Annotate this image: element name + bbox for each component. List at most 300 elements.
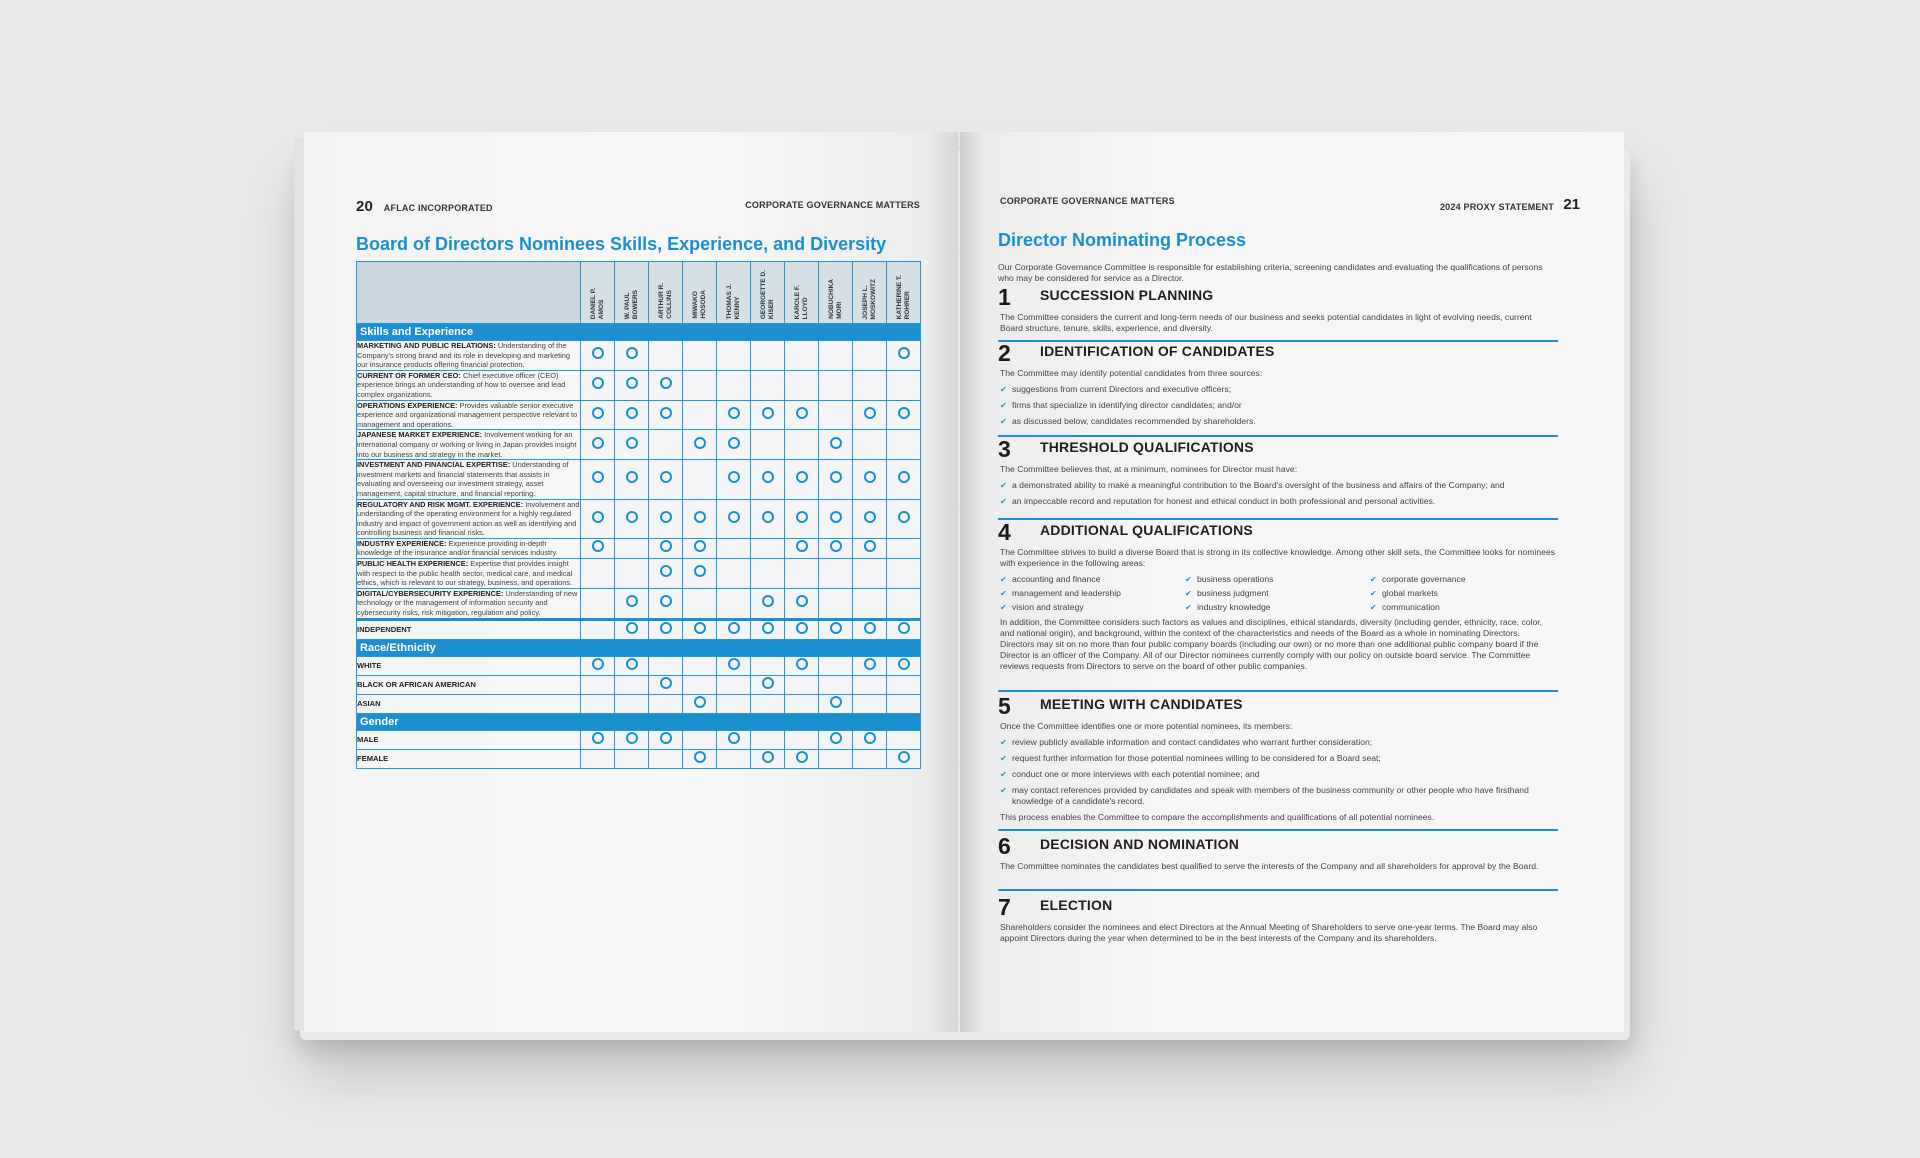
bullet-item: ✔ accounting and finance bbox=[1000, 574, 1185, 585]
circle-marker-icon bbox=[728, 622, 740, 634]
matrix-cell bbox=[819, 370, 853, 400]
circle-marker-icon bbox=[898, 658, 910, 670]
circle-marker-icon bbox=[830, 437, 842, 449]
circle-marker-icon bbox=[626, 658, 638, 670]
attribute-label: FEMALE bbox=[357, 749, 581, 768]
matrix-cell bbox=[819, 749, 853, 768]
matrix-cell bbox=[683, 499, 717, 538]
circle-marker-icon bbox=[626, 407, 638, 419]
skill-row bbox=[357, 370, 921, 400]
circle-marker-icon bbox=[694, 622, 706, 634]
matrix-cell bbox=[649, 538, 683, 558]
step-text: Once the Committee identifies one or more potential nominees, its members: bbox=[1000, 721, 1293, 731]
circle-marker-icon bbox=[762, 751, 774, 763]
right-page-number: 21 bbox=[1563, 196, 1580, 213]
circle-marker-icon bbox=[796, 751, 808, 763]
matrix-cell bbox=[581, 341, 615, 371]
matrix-cell bbox=[785, 619, 819, 639]
nominee-name: NOBUCHIKA MORI bbox=[827, 279, 843, 319]
matrix-cell bbox=[683, 749, 717, 768]
skill-row bbox=[357, 430, 921, 460]
bullet-item: ✔ industry knowledge bbox=[1185, 602, 1370, 613]
header-corner bbox=[357, 262, 581, 324]
circle-marker-icon bbox=[626, 471, 638, 483]
matrix-cell bbox=[717, 730, 751, 749]
skill-name: JAPANESE MARKET EXPERIENCE: bbox=[357, 430, 483, 440]
matrix-cell bbox=[649, 694, 683, 713]
matrix-cell bbox=[683, 730, 717, 749]
step-body bbox=[1000, 368, 1556, 427]
matrix-cell bbox=[717, 588, 751, 619]
circle-marker-icon bbox=[728, 511, 740, 523]
skill-row bbox=[357, 499, 921, 538]
matrix-cell bbox=[683, 430, 717, 460]
matrix-cell bbox=[717, 656, 751, 675]
step-title: MEETING WITH CANDIDATES bbox=[1040, 696, 1243, 712]
skill-text: Expertise that provides insight with respect to the public health sector, medical care, and medical ethics, which is relevant to our strategy, business, and operations. bbox=[357, 559, 573, 588]
circle-marker-icon bbox=[592, 347, 604, 359]
matrix-cell bbox=[649, 588, 683, 619]
circle-marker-icon bbox=[762, 407, 774, 419]
matrix-cell bbox=[887, 675, 921, 694]
bullet-item: ✔ communication bbox=[1370, 602, 1555, 613]
matrix-cell bbox=[819, 499, 853, 538]
matrix-cell bbox=[785, 694, 819, 713]
nominee-header bbox=[581, 262, 615, 324]
step-divider bbox=[998, 690, 1558, 692]
matrix-cell bbox=[615, 460, 649, 499]
matrix-cell bbox=[785, 749, 819, 768]
step-text: Shareholders consider the nominees and elect Directors at the Annual Meeting of Shareholders to serve one-year terms. The Board may also appoint Directors during the year when determined to be in the best interests of the Company and its shareholders. bbox=[1000, 922, 1538, 943]
matrix-cell bbox=[785, 538, 819, 558]
matrix-cell bbox=[615, 499, 649, 538]
matrix-body bbox=[357, 324, 921, 769]
bullet-item: ✔ business judgment bbox=[1185, 588, 1370, 599]
circle-marker-icon bbox=[864, 407, 876, 419]
matrix-cell bbox=[887, 341, 921, 371]
bullet-item: ✔ vision and strategy bbox=[1000, 602, 1185, 613]
matrix-cell bbox=[581, 694, 615, 713]
matrix-cell bbox=[785, 675, 819, 694]
circle-marker-icon bbox=[864, 622, 876, 634]
matrix-cell bbox=[751, 559, 785, 589]
matrix-cell bbox=[581, 499, 615, 538]
attribute-row bbox=[357, 675, 921, 694]
matrix-cell bbox=[853, 370, 887, 400]
step-number: 4 bbox=[998, 519, 1011, 545]
circle-marker-icon bbox=[626, 511, 638, 523]
step-body bbox=[1000, 547, 1556, 672]
matrix-cell bbox=[683, 341, 717, 371]
circle-marker-icon bbox=[762, 677, 774, 689]
matrix-cell bbox=[887, 499, 921, 538]
matrix-cell bbox=[853, 400, 887, 430]
circle-marker-icon bbox=[898, 347, 910, 359]
circle-marker-icon bbox=[796, 622, 808, 634]
section-header-row bbox=[357, 713, 921, 730]
matrix-cell bbox=[717, 499, 751, 538]
circle-marker-icon bbox=[694, 511, 706, 523]
nominee-header bbox=[853, 262, 887, 324]
step-divider bbox=[998, 829, 1558, 831]
matrix-cell bbox=[717, 341, 751, 371]
nominee-name: ARTHUR R. COLLINS bbox=[657, 283, 673, 319]
matrix-cell bbox=[615, 749, 649, 768]
matrix-cell bbox=[615, 730, 649, 749]
nominee-name: THOMAS J. KENNY bbox=[725, 283, 741, 319]
circle-marker-icon bbox=[728, 658, 740, 670]
matrix-cell bbox=[785, 656, 819, 675]
nominee-header bbox=[785, 262, 819, 324]
skill-name: MARKETING AND PUBLIC RELATIONS: bbox=[357, 341, 496, 350]
bullet-item: ✔ corporate governance bbox=[1370, 574, 1555, 585]
matrix-title: Board of Directors Nominees Skills, Experience, and Diversity bbox=[356, 234, 887, 254]
matrix-cell bbox=[581, 538, 615, 558]
matrix-cell bbox=[615, 341, 649, 371]
matrix-cell bbox=[887, 588, 921, 619]
step-text: The Committee strives to build a diverse Board that is strong in its collective knowledge. Among other skill sets, the Committee looks for nominees with experience in the following areas: bbox=[1000, 547, 1556, 568]
skill-row bbox=[357, 588, 921, 619]
step-divider bbox=[998, 435, 1558, 437]
process-title: Director Nominating Process bbox=[998, 230, 1247, 250]
nominee-header bbox=[819, 262, 853, 324]
matrix-cell bbox=[751, 341, 785, 371]
step-text: The Committee considers the current and long-term needs of our business and seeks potential candidates in light of evolving needs, current Board structure, tenure, skills, experience, and diversity. bbox=[1000, 312, 1532, 333]
circle-marker-icon bbox=[898, 471, 910, 483]
matrix-cell bbox=[649, 749, 683, 768]
skill-row bbox=[357, 400, 921, 430]
matrix-cell bbox=[615, 619, 649, 639]
left-header-company: AFLAC INCORPORATED bbox=[383, 203, 493, 213]
circle-marker-icon bbox=[626, 622, 638, 634]
circle-marker-icon bbox=[626, 377, 638, 389]
matrix-cell bbox=[853, 499, 887, 538]
matrix-cell bbox=[887, 749, 921, 768]
skill-description bbox=[357, 559, 581, 589]
matrix-cell bbox=[853, 749, 887, 768]
section-header-row bbox=[357, 324, 921, 341]
step-number: 1 bbox=[998, 284, 1011, 310]
matrix-cell bbox=[683, 694, 717, 713]
attribute-row bbox=[357, 694, 921, 713]
circle-marker-icon bbox=[796, 407, 808, 419]
skill-description bbox=[357, 588, 581, 619]
circle-marker-icon bbox=[592, 658, 604, 670]
circle-marker-icon bbox=[694, 565, 706, 577]
circle-marker-icon bbox=[626, 437, 638, 449]
circle-marker-icon bbox=[660, 595, 672, 607]
nominee-name: DANIEL P. AMOS bbox=[589, 287, 605, 319]
skill-name: CURRENT OR FORMER CEO: bbox=[357, 370, 461, 380]
matrix-cell bbox=[887, 730, 921, 749]
circle-marker-icon bbox=[864, 732, 876, 744]
bullet-item: ✔ an impeccable record and reputation for honest and ethical conduct in both professional and personal activities. bbox=[1000, 496, 1556, 507]
circle-marker-icon bbox=[592, 437, 604, 449]
circle-marker-icon bbox=[762, 595, 774, 607]
matrix-cell bbox=[751, 675, 785, 694]
circle-marker-icon bbox=[694, 751, 706, 763]
skill-description bbox=[357, 538, 581, 558]
step-body bbox=[1000, 464, 1556, 507]
attribute-row bbox=[357, 619, 921, 639]
matrix-cell bbox=[785, 400, 819, 430]
matrix-cell bbox=[615, 588, 649, 619]
circle-marker-icon bbox=[898, 751, 910, 763]
step-number: 5 bbox=[998, 693, 1011, 719]
matrix-cell bbox=[887, 619, 921, 639]
circle-marker-icon bbox=[592, 407, 604, 419]
matrix-cell bbox=[717, 749, 751, 768]
circle-marker-icon bbox=[728, 407, 740, 419]
circle-marker-icon bbox=[660, 622, 672, 634]
matrix-cell bbox=[649, 675, 683, 694]
skills-matrix-table bbox=[356, 261, 921, 769]
matrix-cell bbox=[887, 694, 921, 713]
matrix-cell bbox=[751, 460, 785, 499]
matrix-cell bbox=[683, 675, 717, 694]
attribute-label: ASIAN bbox=[357, 694, 581, 713]
matrix-cell bbox=[649, 656, 683, 675]
nominee-header bbox=[649, 262, 683, 324]
matrix-cell bbox=[649, 619, 683, 639]
matrix-cell bbox=[751, 588, 785, 619]
matrix-cell bbox=[819, 588, 853, 619]
matrix-cell bbox=[785, 730, 819, 749]
bullet-item: ✔ business operations bbox=[1185, 574, 1370, 585]
skill-row bbox=[357, 538, 921, 558]
matrix-cell bbox=[853, 619, 887, 639]
matrix-cell bbox=[615, 430, 649, 460]
matrix-cell bbox=[819, 538, 853, 558]
matrix-cell bbox=[887, 370, 921, 400]
step-body bbox=[1000, 721, 1556, 823]
matrix-cell bbox=[683, 400, 717, 430]
matrix-cell bbox=[649, 460, 683, 499]
matrix-cell bbox=[649, 730, 683, 749]
skill-description bbox=[357, 341, 581, 371]
matrix-cell bbox=[853, 460, 887, 499]
bullet-item: ✔ request further information for those potential nominees willing to be considered for a Board seat; bbox=[1000, 753, 1556, 764]
circle-marker-icon bbox=[660, 565, 672, 577]
step-text-2: This process enables the Committee to compare the accomplishments and qualifications of all potential nominees. bbox=[1000, 812, 1435, 822]
circle-marker-icon bbox=[660, 511, 672, 523]
matrix-cell bbox=[717, 538, 751, 558]
matrix-cell bbox=[819, 430, 853, 460]
circle-marker-icon bbox=[694, 540, 706, 552]
step-title: IDENTIFICATION OF CANDIDATES bbox=[1040, 343, 1275, 359]
matrix-cell bbox=[581, 460, 615, 499]
matrix-cell bbox=[649, 341, 683, 371]
bullet-item: ✔ firms that specialize in identifying director candidates; and/or bbox=[1000, 400, 1556, 411]
bullet-item: ✔ as discussed below, candidates recommended by shareholders. bbox=[1000, 416, 1556, 427]
step-number: 2 bbox=[998, 340, 1011, 366]
right-page bbox=[960, 132, 1624, 1032]
nominee-header-row bbox=[357, 262, 921, 324]
circle-marker-icon bbox=[864, 540, 876, 552]
matrix-cell bbox=[887, 400, 921, 430]
matrix-cell bbox=[785, 499, 819, 538]
skill-name: INVESTMENT AND FINANCIAL EXPERTISE: bbox=[357, 460, 511, 470]
matrix-cell bbox=[683, 559, 717, 589]
matrix-cell bbox=[819, 400, 853, 430]
skill-text: Provides valuable senior executive experience and organizational management perspective relevant to management and operations. bbox=[357, 400, 578, 429]
nominee-header bbox=[751, 262, 785, 324]
attribute-label: MALE bbox=[357, 730, 581, 749]
matrix-cell bbox=[581, 675, 615, 694]
step-number: 3 bbox=[998, 436, 1011, 462]
circle-marker-icon bbox=[660, 677, 672, 689]
circle-marker-icon bbox=[864, 511, 876, 523]
matrix-cell bbox=[751, 619, 785, 639]
circle-marker-icon bbox=[762, 622, 774, 634]
circle-marker-icon bbox=[592, 540, 604, 552]
matrix-cell bbox=[649, 400, 683, 430]
matrix-cell bbox=[819, 675, 853, 694]
matrix-cell bbox=[819, 559, 853, 589]
nominee-header bbox=[717, 262, 751, 324]
step-text: The Committee believes that, at a minimum, nominees for Director must have: bbox=[1000, 464, 1298, 474]
circle-marker-icon bbox=[796, 658, 808, 670]
matrix-cell bbox=[785, 370, 819, 400]
matrix-cell bbox=[581, 588, 615, 619]
skill-name: DIGITAL/CYBERSECURITY EXPERIENCE: bbox=[357, 588, 504, 598]
skill-description bbox=[357, 460, 581, 499]
skill-row bbox=[357, 460, 921, 499]
matrix-cell bbox=[615, 559, 649, 589]
bullet-item: ✔ conduct one or more interviews with each potential nominee; and bbox=[1000, 769, 1556, 780]
matrix-cell bbox=[717, 400, 751, 430]
nominee-name: KATHERINE T. ROHRER bbox=[895, 274, 911, 319]
right-header-doc: 2024 PROXY STATEMENT bbox=[1439, 202, 1554, 212]
step-divider bbox=[998, 518, 1558, 520]
circle-marker-icon bbox=[796, 511, 808, 523]
matrix-cell bbox=[853, 656, 887, 675]
matrix-cell bbox=[615, 400, 649, 430]
matrix-cell bbox=[717, 559, 751, 589]
matrix-cell bbox=[751, 499, 785, 538]
circle-marker-icon bbox=[830, 622, 842, 634]
step-divider bbox=[998, 340, 1558, 342]
nominee-header bbox=[683, 262, 717, 324]
section-header-row bbox=[357, 639, 921, 656]
nominee-name: W. PAUL BOWERS bbox=[623, 289, 639, 319]
circle-marker-icon bbox=[762, 511, 774, 523]
bullet-item: ✔ review publicly available information and contact candidates who warrant further consideration; bbox=[1000, 737, 1556, 748]
skill-row bbox=[357, 559, 921, 589]
circle-marker-icon bbox=[898, 407, 910, 419]
circle-marker-icon bbox=[898, 622, 910, 634]
circle-marker-icon bbox=[796, 540, 808, 552]
circle-marker-icon bbox=[592, 377, 604, 389]
circle-marker-icon bbox=[660, 540, 672, 552]
matrix-cell bbox=[751, 430, 785, 460]
matrix-cell bbox=[615, 538, 649, 558]
skill-text: Understanding of the Company's strong brand and its role in developing and marketing our insurance products offering financial protection. bbox=[357, 341, 570, 370]
nominee-name: MIWAKO HOSODA bbox=[691, 290, 707, 319]
circle-marker-icon bbox=[796, 595, 808, 607]
matrix-cell bbox=[785, 460, 819, 499]
left-page-number: 20 bbox=[356, 198, 374, 215]
nominee-header bbox=[615, 262, 649, 324]
matrix-cell bbox=[887, 559, 921, 589]
matrix-cell bbox=[853, 675, 887, 694]
circle-marker-icon bbox=[830, 732, 842, 744]
circle-marker-icon bbox=[626, 595, 638, 607]
skill-text: Involvement working for an international company or working or living in Japan provides insight into our business and strategy in the market. bbox=[357, 430, 577, 459]
step-number: 7 bbox=[998, 894, 1011, 920]
matrix-cell bbox=[615, 675, 649, 694]
circle-marker-icon bbox=[626, 732, 638, 744]
nominee-name: KAROLE F. LLOYD bbox=[793, 284, 809, 319]
matrix-cell bbox=[853, 430, 887, 460]
skill-row bbox=[357, 341, 921, 371]
circle-marker-icon bbox=[694, 696, 706, 708]
step-divider bbox=[998, 889, 1558, 891]
matrix-cell bbox=[751, 400, 785, 430]
matrix-cell bbox=[819, 694, 853, 713]
attribute-label: WHITE bbox=[357, 656, 581, 675]
nominee-header bbox=[887, 262, 921, 324]
step-text: The Committee nominates the candidates best qualified to serve the interests of the Company and all shareholders for approval by the Board. bbox=[1000, 861, 1539, 871]
attribute-label: INDEPENDENT bbox=[357, 619, 581, 639]
matrix-cell bbox=[853, 341, 887, 371]
circle-marker-icon bbox=[830, 471, 842, 483]
skill-text: Chief executive officer (CEO) experience brings an understanding of how to oversee and lead complex organizations. bbox=[357, 370, 566, 399]
skill-name: PUBLIC HEALTH EXPERIENCE: bbox=[357, 559, 469, 569]
circle-marker-icon bbox=[592, 511, 604, 523]
matrix-cell bbox=[581, 370, 615, 400]
matrix-cell bbox=[717, 370, 751, 400]
matrix-cell bbox=[853, 694, 887, 713]
circle-marker-icon bbox=[728, 437, 740, 449]
step-title: ELECTION bbox=[1040, 897, 1113, 913]
matrix-cell bbox=[717, 694, 751, 713]
section-header: Skills and Experience bbox=[357, 324, 921, 341]
matrix-cell bbox=[649, 499, 683, 538]
matrix-cell bbox=[751, 656, 785, 675]
matrix-cell bbox=[683, 370, 717, 400]
skill-text: Understanding of new technology or the management of information security and cybersecurity risks, risk mitigation, regulation and policy. bbox=[357, 588, 578, 618]
circle-marker-icon bbox=[898, 511, 910, 523]
bullet-item: ✔ may contact references provided by candidates and speak with members of the business community or other people who have firsthand knowledge of a candidate's record. bbox=[1000, 785, 1556, 807]
matrix-cell bbox=[751, 538, 785, 558]
skill-text: Understanding of investment markets and financial statements that assists in evaluating and overseeing our investment strategy, asset management, capital structure, and financial reporting. bbox=[357, 460, 569, 498]
circle-marker-icon bbox=[830, 540, 842, 552]
circle-marker-icon bbox=[762, 471, 774, 483]
circle-marker-icon bbox=[592, 471, 604, 483]
skill-description bbox=[357, 430, 581, 460]
circle-marker-icon bbox=[728, 732, 740, 744]
skill-text: Experience providing in-depth knowledge of the insurance and/or financial services industry. bbox=[357, 538, 558, 558]
section-header: Race/Ethnicity bbox=[357, 639, 921, 656]
step-title: ADDITIONAL QUALIFICATIONS bbox=[1040, 522, 1253, 538]
skill-description bbox=[357, 400, 581, 430]
bullet-item: ✔ a demonstrated ability to make a meaningful contribution to the Board's oversight of the business and affairs of the Company; and bbox=[1000, 480, 1556, 491]
matrix-cell bbox=[581, 730, 615, 749]
matrix-cell bbox=[683, 460, 717, 499]
matrix-cell bbox=[751, 694, 785, 713]
nominee-name: JOSEPH L. MOSKOWITZ bbox=[861, 278, 877, 319]
step-title: SUCCESSION PLANNING bbox=[1040, 287, 1214, 303]
matrix-cell bbox=[615, 694, 649, 713]
matrix-cell bbox=[615, 656, 649, 675]
step-text-2: In addition, the Committee considers such factors as values and disciplines, ethical standards, diversity (including gender, ethnicity, race, color, and national origin), and background, within the context of the characteristics and needs of the Board as a whole in nominating Directors. Directors may sit on no more than four public company boards (including our own) or no more than one additional public company board if the Director is an officer of the Company. All of our Director nominees currently comply with our policy on outside board service. The Committee reviews requests from Directors to serve on the board of other public companies. bbox=[1000, 617, 1543, 671]
circle-marker-icon bbox=[728, 471, 740, 483]
step-title: THRESHOLD QUALIFICATIONS bbox=[1040, 439, 1254, 455]
qualification-columns bbox=[1000, 571, 1556, 613]
matrix-cell bbox=[717, 619, 751, 639]
right-header-section: CORPORATE GOVERNANCE MATTERS bbox=[1000, 196, 1175, 206]
